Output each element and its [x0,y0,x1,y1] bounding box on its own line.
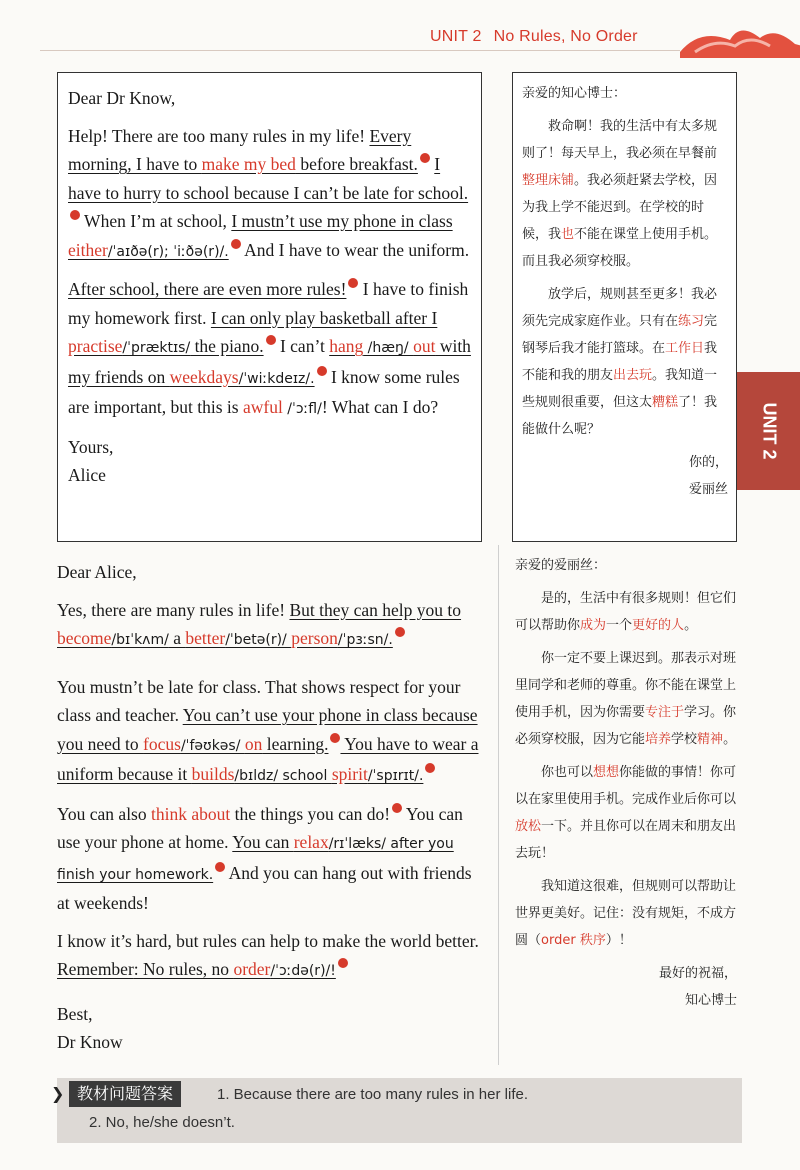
note-marker-icon [338,958,348,968]
letter-closing: Yours, [68,436,114,457]
answer-1: 1. Because there are too many rules in her life. [217,1086,529,1103]
letter-salutation: Dear Dr Know, [68,88,176,108]
note-marker-icon [425,763,435,773]
note-marker-icon [348,278,358,288]
header-ornament-icon [660,18,800,58]
note-marker-icon [392,803,402,813]
reply-translation-paragraph-4: 我知道这很难，但规则可以帮助让世界更美好。记住：没有规矩，不成方圆（order 秩序）！ [515,879,737,948]
reply-signature: Dr Know [57,1032,123,1052]
translation-paragraph-1: 救命啊！我的生活中有太多规则了！每天早上，我必须在早餐前整理床铺。我必须赶紧去学校，因为我上学不能迟到。在学校的时候，我也不能在课堂上使用手机。而且我必须穿校服。 [522,119,718,269]
reply-paragraph-2: You mustn’t be late for class. That shows respect for your class and teacher. You can’t use your phone in class because you need to focus/ˈfəʊkəs/ on learning. You have to wear a uniform because it builds/bɪldz/ school spirit/ˈspɪrɪt/. [57,676,479,784]
note-marker-icon [266,335,276,345]
answer-2: 2. No, he/she doesn’t. [89,1114,235,1131]
note-marker-icon [317,366,327,376]
reply-translation [515,552,737,1014]
letter-paragraph-1: Help! There are too many rules in my life! Every morning, I have to make my bed before breakfast. I have to hurry to school because I can’t be late for school. When I’m at school, I mustn’t use my phone in class either/ˈaɪðə(r); ˈiːðə(r)/. And I have to wear the uniform. [68,125,470,260]
reply-translation-signature: 知心博士 [684,993,737,1008]
letter-signature: Alice [68,465,106,485]
note-marker-icon [395,627,405,637]
note-marker-icon [330,733,340,743]
unit-label: UNIT 2 [430,28,482,45]
answer-box [51,1078,742,1143]
reply-paragraph-4: I know it’s hard, but rules can help to make the world better. Remember: No rules, no order/ˈɔːdə(r)/! [57,930,479,979]
letter-translation [522,80,728,503]
reply-text [57,558,487,1057]
translation-paragraph-2: 放学后，规则甚至更多！我必须先完成家庭作业。只有在练习完钢琴后我才能打篮球。在工作日我不能和我的朋友出去玩。我知道一些规则很重要，但这太糟糕了！我能做什么呢？ [522,287,718,437]
reply-paragraph-3: You can also think about the things you can do! You can use your phone at home. You can relax/rɪˈlæks/ after you finish your homework. And you can hang out with friends at weekends! [57,803,472,913]
chevron-right-icon: ❯ [51,1084,65,1103]
reply-translation-paragraph-2: 你一定不要上课迟到。那表示对班里同学和老师的尊重。你不能在课堂上使用手机，因为你需要专注于学习。你必须穿校服，因为它能培养学校精神。 [515,651,737,747]
column-divider [498,545,499,1065]
header-rule [40,50,680,51]
reply-salutation: Dear Alice, [57,562,137,582]
unit-title: No Rules, No Order [493,28,638,45]
reply-translation-salutation: 亲爱的爱丽丝： [515,558,607,573]
translation-signature: 爱丽丝 [688,482,728,497]
note-marker-icon [70,210,80,220]
reply-translation-paragraph-3: 你也可以想想你能做的事情！你可以在家里使用手机。完成作业后你可以放松一下。并且你可以在周末和朋友出去玩！ [515,765,737,861]
reply-translation-closing: 最好的祝福， [658,966,737,981]
letter-paragraph-2: After school, there are even more rules! I have to finish my homework first. I can only play basketball after I practise/ˈpræktɪs/ the piano. I can’t hang /hæŋ/ out with my friends on weekdays/ˈwiːkdeɪz/. I know some rules are important, but this is awful /ˈɔːfl/! What can I do? [68,279,471,417]
reply-closing: Best, [57,1003,93,1024]
note-marker-icon [420,153,430,163]
answer-label: ❯ 教材问题答案 [69,1081,181,1107]
unit-side-tab: UNIT 2 [737,372,800,490]
translation-salutation: 亲爱的知心博士： [522,86,627,101]
translation-closing: 你的， [688,455,728,470]
note-marker-icon [215,862,225,872]
reply-translation-paragraph-1: 是的，生活中有很多规则！但它们可以帮助你成为一个更好的人。 [515,591,737,633]
reply-paragraph-1: Yes, there are many rules in life! But they can help you to become/bɪˈkʌm/ a better/ˈbetə(r)/ person/ˈpɜːsn/. [57,599,462,648]
running-header [430,28,638,46]
letter-text [68,84,476,490]
note-marker-icon [231,239,241,249]
